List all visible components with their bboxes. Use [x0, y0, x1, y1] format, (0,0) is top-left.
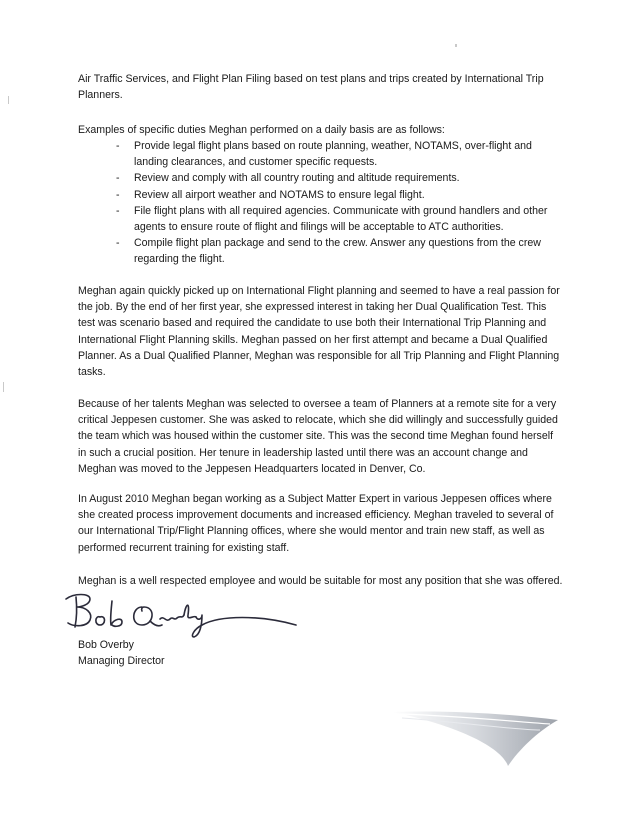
list-item	[116, 170, 556, 186]
examples-intro: Examples of specific duties Meghan performed on a daily basis are as follows:	[78, 124, 445, 136]
scan-speck	[455, 44, 457, 47]
paragraph-subject-matter-expert: In August 2010 Meghan began working as a Subject Matter Expert in various Jeppesen offices where she created process improvement documents and increased efficiency. Meghan traveled to several of our International Trip/Flight Planning offices, where she would mentor and train new staff, as well as performed recurrent training for existing staff.	[78, 493, 554, 554]
bullet-marker: -	[116, 140, 120, 152]
paragraph-remote-site: Because of her talents Meghan was selected to oversee a team of Planners at a remote site for a very critical Jeppesen customer. She was asked to relocate, which she did willingly and successfully guided the team which was housed within the customer site. This was the second time Meghan found herself in such a crucial position. Her tenure in leadership lasted until there was an account change and Meghan was moved to the Jeppesen Headquarters located in Denver, Co.	[78, 398, 558, 475]
bullet-marker: -	[116, 204, 120, 217]
swoosh-logo-mark	[390, 700, 560, 770]
list-item	[116, 235, 556, 267]
bullet-marker: -	[116, 188, 120, 201]
duties-list	[116, 138, 556, 268]
closing-paragraph: Meghan is a well respected employee and would be suitable for most any position that she was offered.	[78, 575, 563, 587]
duty-text: Review all airport weather and NOTAMS to ensure legal flight.	[134, 188, 425, 201]
scan-speck	[8, 96, 9, 104]
list-item	[116, 203, 556, 235]
list-item	[116, 187, 556, 203]
handwritten-signature	[60, 585, 300, 645]
duty-text: File flight plans with all required agencies. Communicate with ground handlers and other agents to ensure route of flight and filings will be acceptable to ATC authorities.	[134, 204, 548, 234]
scan-speck	[3, 382, 4, 392]
bullet-marker: -	[116, 172, 120, 185]
intro-paragraph: Air Traffic Services, and Flight Plan Filing based on test plans and trips created by International Trip Planners.	[78, 73, 544, 102]
duty-text: Compile flight plan package and send to the crew. Answer any questions from the crew regarding the flight.	[134, 237, 541, 266]
list-item	[116, 138, 556, 170]
bullet-marker: -	[116, 237, 120, 250]
paragraph-flight-planning: Meghan again quickly picked up on International Flight planning and seemed to have a real passion for the job. By the end of her first year, she expressed interest in taking her Dual Qualification Test. This test was scenario based and required the candidate to use both their International Trip Planning and International Flight Planning skills. Meghan passed on her first attempt and became a Dual Qualified Planner. As a Dual Qualified Planner, Meghan was responsible for all Trip Planning and Flight Planning tasks.	[78, 285, 560, 379]
duty-text: Provide legal flight plans based on route planning, weather, NOTAMS, over-flight and landing clearances, and customer specific requests.	[134, 140, 532, 169]
signer-name: Bob Overby	[78, 639, 134, 651]
signer-title: Managing Director	[78, 655, 165, 667]
duty-text: Review and comply with all country routing and altitude requirements.	[134, 172, 460, 185]
